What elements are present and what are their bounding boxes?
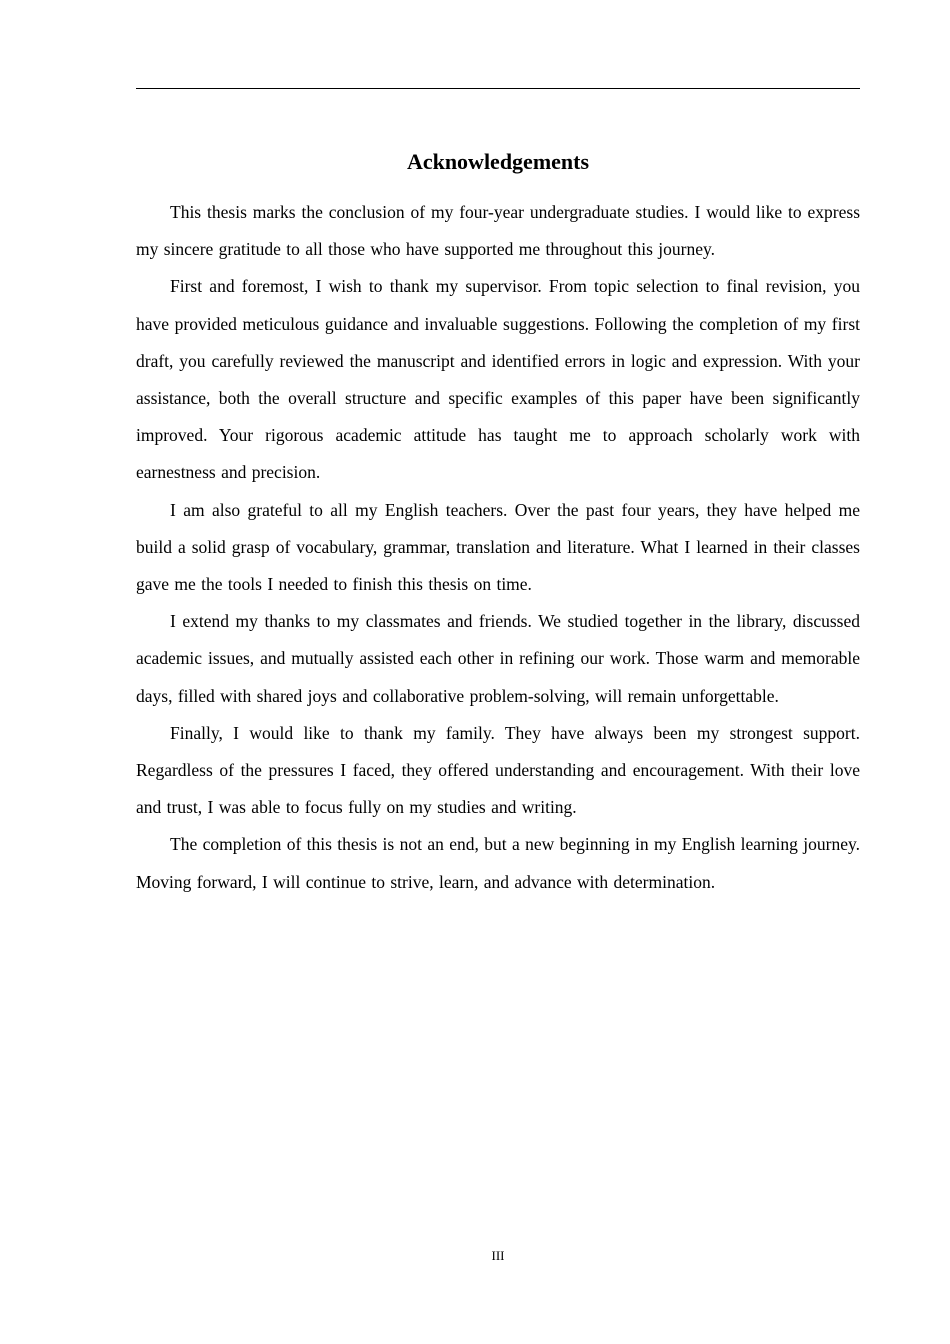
paragraph-5: Finally, I would like to thank my family. They have always been my strongest support. Regardless of the pressures I faced, they offered understanding and encouragement. With their love and trust, I was able to focus fully on my studies and writing. (136, 722, 860, 818)
page-number: III (491, 1248, 505, 1263)
paragraph-4: I extend my thanks to my classmates and friends. We studied together in the library, discussed academic issues, and mutually assisted each other in refining our work. Those warm and memorable days, filled with shared joys and collaborative problem-solving, will remain unforgettable. (136, 611, 860, 706)
paragraph-1: This thesis marks the conclusion of my four-year undergraduate studies. I would like to express my sincere gratitude to all those who have supported me throughout this journey. (136, 202, 860, 260)
acknowledgements-body (136, 194, 860, 901)
header-rule (136, 88, 860, 89)
paragraph-3: I am also grateful to all my English teachers. Over the past four years, they have helped me build a solid grasp of vocabulary, grammar, translation and literature. What I learned in their classes gave me the tools I needed to finish this thesis on time. (136, 499, 860, 595)
page-title: Acknowledgements (406, 149, 590, 174)
paragraph-6: The completion of this thesis is not an end, but a new beginning in my English learning journey. Moving forward, I will continue to strive, learn, and advance with determination. (136, 834, 860, 892)
paragraph-2: First and foremost, I wish to thank my supervisor. From topic selection to final revision, you have provided meticulous guidance and invaluable suggestions. Following the completion of my first draft, you carefully reviewed the manuscript and identified errors in logic and expression. With your assistance, both the overall structure and specific examples of this paper have been significantly improved. Your rigorous academic attitude has taught me to approach scholarly work with earnestness and precision. (136, 276, 860, 483)
